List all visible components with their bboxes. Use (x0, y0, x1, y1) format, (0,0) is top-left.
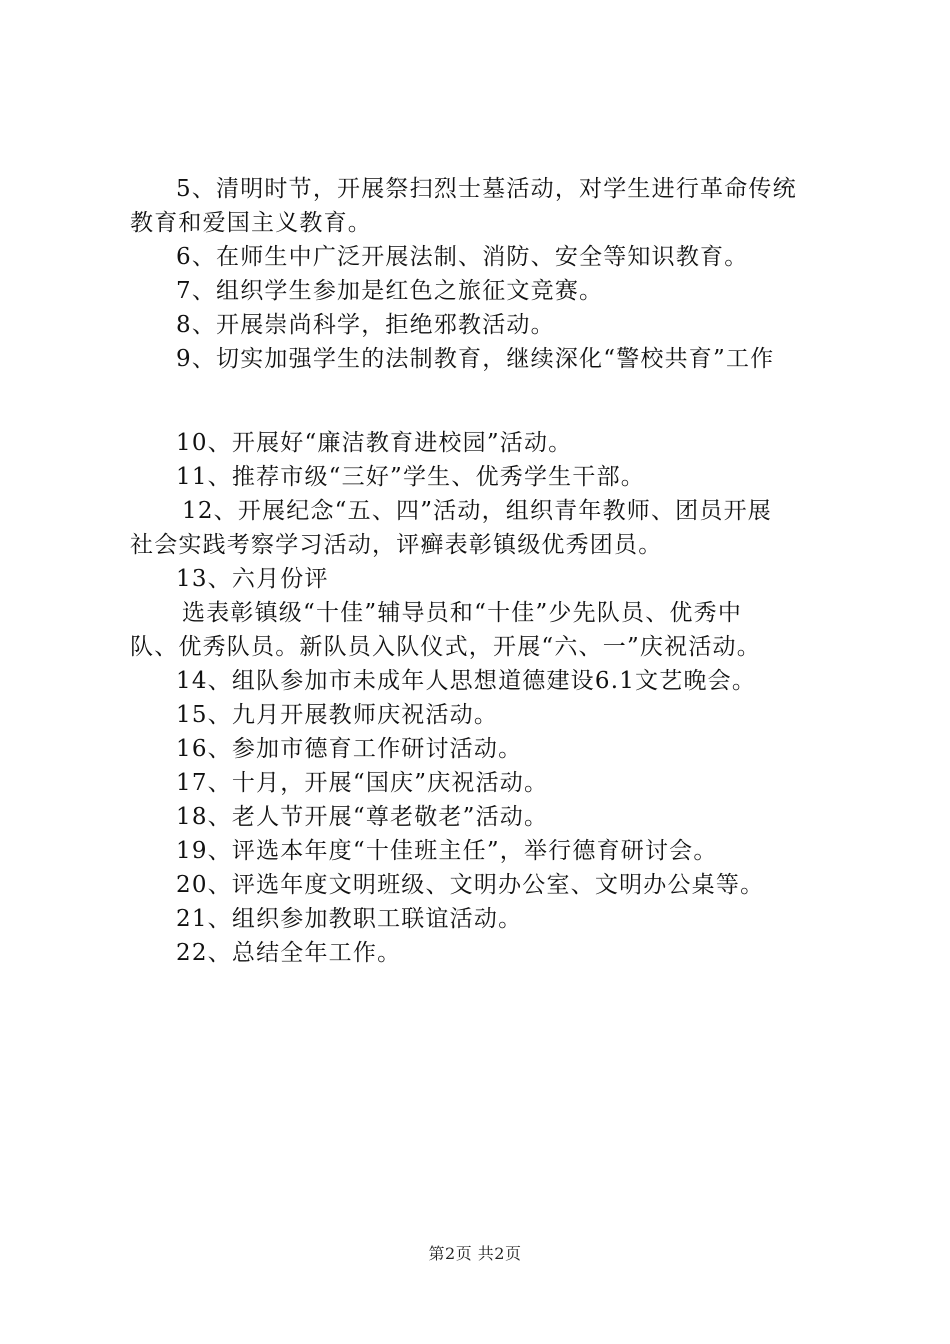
list-item-9: 9、切实加强学生的法制教育，继续深化“警校共育”工作 (176, 346, 775, 372)
page-number-footer: 第2页 共2页 (428, 1244, 522, 1263)
list-item-13: 13、六月份评 (176, 566, 329, 592)
list-item-19: 19、评选本年度“十佳班主任”，举行德育研讨会。 (176, 838, 718, 864)
list-item-5: 5、清明时节，开展祭扫烈士墓活动，对学生进行革命传统 (176, 176, 797, 202)
list-item-14: 14、组队参加市未成年人思想道德建设6.1文艺晚会。 (176, 668, 757, 694)
list-item-22: 22、总结全年工作。 (176, 940, 402, 966)
list-item-18: 18、老人节开展“尊老敬老”活动。 (176, 804, 549, 830)
list-item-10: 10、开展好“廉洁教育进校园”活动。 (176, 430, 573, 456)
list-item-17: 17、十月，开展“国庆”庆祝活动。 (176, 770, 549, 796)
list-item-20: 20、评选年度文明班级、文明办公室、文明办公桌等。 (176, 872, 765, 898)
paragraph-gap (130, 376, 832, 426)
list-item-16: 16、参加市德育工作研讨活动。 (176, 736, 523, 762)
list-item-13-continuation: 选表彰镇级“十佳”辅导员和“十佳”少先队员、优秀中 (182, 600, 743, 626)
list-item-8: 8、开展崇尚科学，拒绝邪教活动。 (176, 312, 555, 338)
document-body (130, 172, 832, 970)
list-item-6: 6、在师生中广泛开展法制、消防、安全等知识教育。 (176, 244, 749, 270)
list-item-21: 21、组织参加教职工联谊活动。 (176, 906, 523, 932)
list-item-11: 11、推荐市级“三好”学生、优秀学生干部。 (176, 464, 645, 490)
list-item-15: 15、九月开展教师庆祝活动。 (176, 702, 499, 728)
list-item-13-continuation-2: 队、优秀队员。新队员入队仪式，开展“六、一”庆祝活动。 (130, 634, 761, 660)
list-item-5-continuation: 教育和爱国主义教育。 (130, 210, 372, 236)
list-item-7: 7、组织学生参加是红色之旅征文竞赛。 (176, 278, 604, 304)
list-item-12: 12、开展纪念“五、四”活动，组织青年教师、团员开展 (182, 498, 772, 524)
list-item-12-continuation: 社会实践考察学习活动，评癣表彰镇级优秀团员。 (130, 532, 663, 558)
